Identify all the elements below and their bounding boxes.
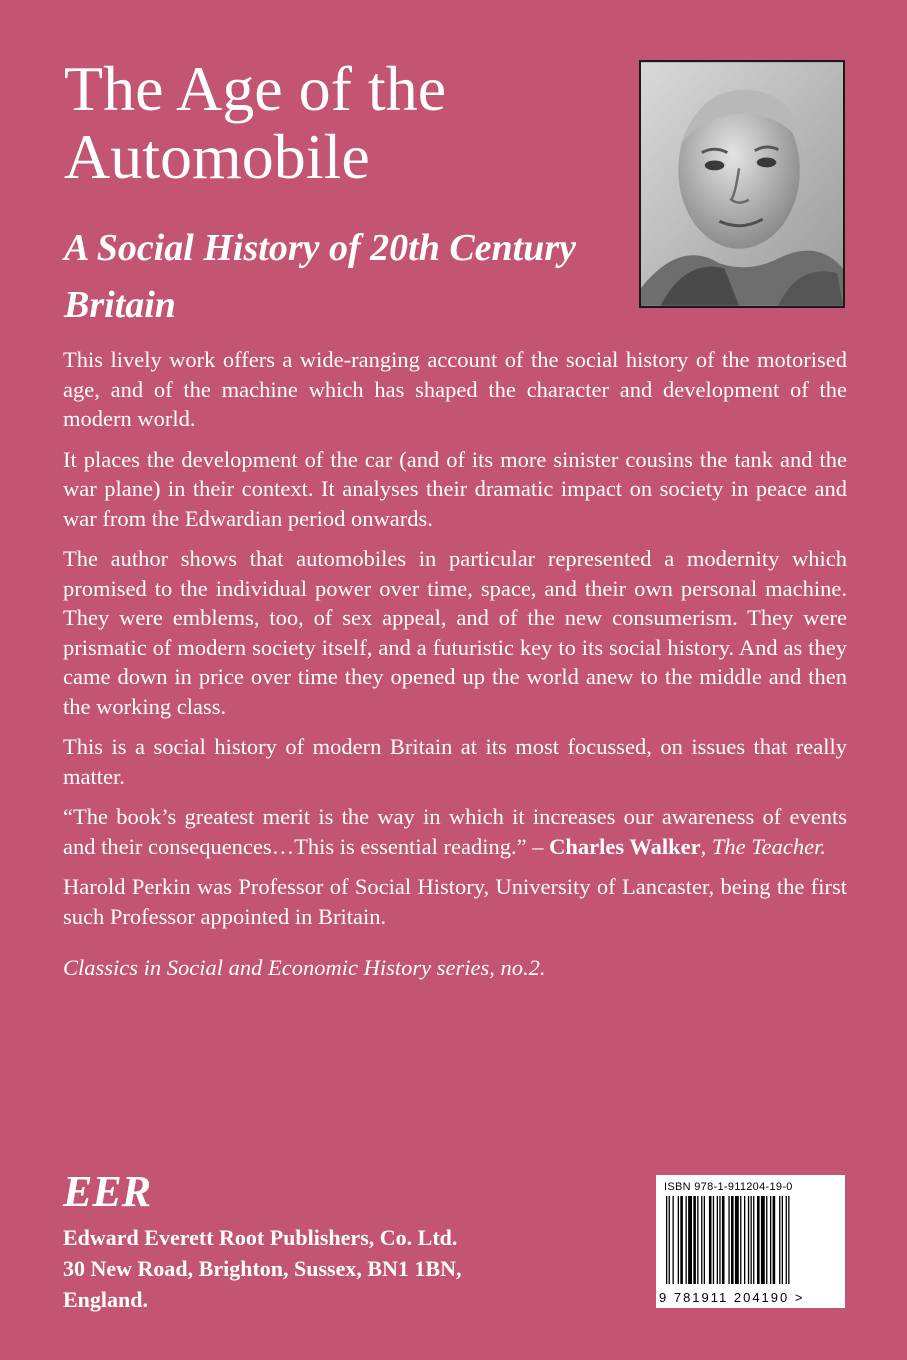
barcode-bar (669, 1196, 670, 1284)
barcode-bar (766, 1196, 767, 1284)
barcode-bar (688, 1196, 692, 1284)
quote-author: Charles Walker (549, 833, 701, 859)
barcode-bar (680, 1196, 683, 1284)
barcode-bar (673, 1196, 674, 1284)
review-quote (63, 802, 847, 861)
barcode-bar (770, 1196, 771, 1284)
barcode-bar (773, 1196, 776, 1284)
isbn-label: ISBN 978-1-911204-19-0 (664, 1181, 793, 1193)
barcode-bar (788, 1196, 789, 1284)
barcode-bar (722, 1196, 725, 1284)
barcode-bar (719, 1196, 720, 1284)
barcode-bar (678, 1196, 679, 1284)
barcode-bar (709, 1196, 712, 1284)
quote-source: The Teacher. (711, 833, 826, 859)
barcode-bar (751, 1196, 752, 1284)
barcode-bar (704, 1196, 705, 1284)
barcode-bar (748, 1196, 749, 1284)
barcode-bar (686, 1196, 687, 1284)
isbn-barcode (656, 1175, 845, 1308)
barcode-bar (717, 1196, 718, 1284)
barcode-bar (744, 1196, 745, 1284)
publisher-logo: EER (63, 1167, 152, 1216)
book-title: The Age of the Automobile (64, 53, 447, 192)
barcode-bar (753, 1196, 754, 1284)
blurb (63, 345, 847, 994)
barcode-icon (666, 1196, 836, 1284)
barcode-bar (731, 1196, 734, 1284)
publisher-address-line1: 30 New Road, Brighton, Sussex, BN1 1BN, (63, 1256, 462, 1281)
barcode-bar (713, 1196, 714, 1284)
author-photo (639, 60, 845, 308)
barcode-bar (735, 1196, 739, 1284)
author-bio: Harold Perkin was Professor of Social History, University of Lancaster, being the first such Professor appointed in Britain. (63, 874, 847, 929)
blurb-paragraph-3: The author shows that automobiles in particular represented a modernity which promised to the individual power over time, space, and their own personal machine. They were emblems, too, of sex appeal, and of the new consumerism. They were prismatic of modern society itself, and a futuristic key to its social history. And as they came down in price over time they opened up the world anew to the middle and then the working class. (63, 546, 847, 719)
blurb-paragraph-2: It places the development of the car (and of its more sinister cousins the tank and the war plane) in their context. It analyses their dramatic impact on society in peace and war from the Edwardian period onwards. (63, 446, 847, 531)
barcode-digits: 9 781911 204190 > (659, 1290, 805, 1305)
barcode-bar (779, 1196, 780, 1284)
publisher-name: Edward Everett Root Publishers, Co. Ltd. (63, 1225, 458, 1250)
barcode-bar (740, 1196, 741, 1284)
barcode-bar (701, 1196, 702, 1284)
publisher-block (63, 1168, 623, 1315)
barcode-bar (782, 1196, 783, 1284)
barcode-bar (728, 1196, 729, 1284)
barcode-bar (697, 1196, 698, 1284)
barcode-bar (693, 1196, 696, 1284)
barcode-bar (786, 1196, 787, 1284)
barcode-bar (666, 1196, 667, 1284)
series-note: Classics in Social and Economic History series, no.2. (63, 955, 546, 980)
quote-text: “The book’s greatest merit is the way in which it increases our awareness of events and their consequences…This is essential reading.” – (63, 804, 847, 859)
book-subtitle: A Social History of 20th Century Britain (64, 227, 577, 326)
blurb-paragraph-4: This is a social history of modern Britain at its most focussed, on issues that really matter. (63, 734, 847, 789)
blurb-paragraph-1: This lively work offers a wide-ranging account of the social history of the motorised age, and of the machine which has shaped the character and development of the modern world. (63, 347, 847, 431)
barcode-bar (761, 1196, 765, 1284)
publisher-address-line2: England. (63, 1287, 148, 1312)
barcode-bar (757, 1196, 760, 1284)
quote-separator: , (700, 833, 712, 859)
author-portrait-icon (641, 62, 843, 306)
